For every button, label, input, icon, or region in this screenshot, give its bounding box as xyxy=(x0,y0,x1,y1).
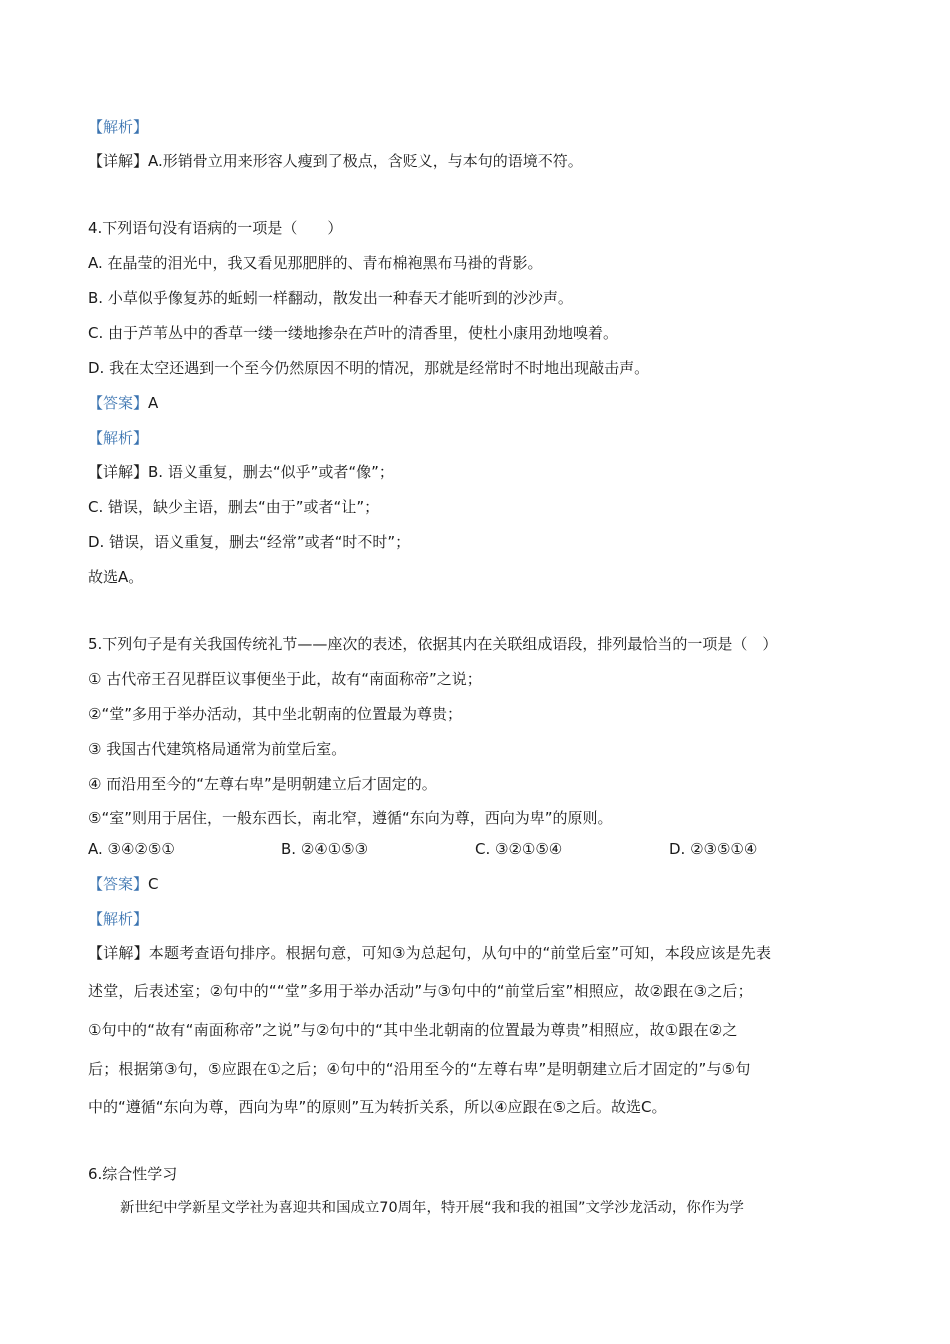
q5-choice-b: B. ②④①⑤③ xyxy=(281,840,369,858)
q4-detail-line-4: 故选A。 xyxy=(88,568,144,586)
q5-detail-line-4: 后；根据第③句，⑤应跟在①之后；④句中的“沿用至今的“左尊右卑”是明朝建立后才固定的”与⑤句 xyxy=(88,1060,751,1078)
q5-sentence-5: ⑤“室”则用于居住，一般东西长，南北窄，遵循“东向为尊，西向为卑”的原则。 xyxy=(88,809,613,827)
q3-analysis-tag: 【解析】 xyxy=(88,118,149,136)
q5-answer-tag: 【答案】 xyxy=(88,875,149,893)
q5-stem: 5.下列句子是有关我国传统礼节——座次的表述，依据其内在关联组成语段，排列最恰当的一项是（ ） xyxy=(88,635,778,653)
q4-option-c: C. 由于芦苇丛中的香草一缕一缕地掺杂在芦叶的清香里，使杜小康用劲地嗅着。 xyxy=(88,324,619,342)
q4-detail-line-2: C. 错误，缺少主语，删去“由于”或者“让”； xyxy=(88,498,380,516)
q5-sentence-3: ③ 我国古代建筑格局通常为前堂后室。 xyxy=(88,740,347,758)
q6-intro: 新世纪中学新星文学社为喜迎共和国成立70周年，特开展“我和我的祖国”文学沙龙活动，你作为学 xyxy=(120,1200,744,1216)
q5-answer-value: C xyxy=(148,875,159,893)
q4-answer-value: A xyxy=(148,394,159,412)
q6-stem: 6.综合性学习 xyxy=(88,1165,178,1183)
q5-sentence-1: ① 古代帝王召见群臣议事便坐于此，故有“南面称帝”之说； xyxy=(88,670,482,688)
q4-option-b: B. 小草似乎像复苏的蚯蚓一样翻动，散发出一种春天才能听到的沙沙声。 xyxy=(88,289,573,307)
q4-option-a: A. 在晶莹的泪光中，我又看见那肥胖的、青布棉袍黑布马褂的背影。 xyxy=(88,254,543,272)
q5-choice-c: C. ③②①⑤④ xyxy=(475,840,563,858)
q5-detail-line-5: 中的“遵循“东向为尊，西向为卑”的原则”互为转折关系，所以④应跟在⑤之后。故选C。 xyxy=(88,1098,667,1116)
q5-detail-line-1: 【详解】本题考查语句排序。根据句意，可知③为总起句，从句中的“前堂后室”可知，本段应该是先表 xyxy=(88,944,772,962)
q4-stem: 4.下列语句没有语病的一项是（ ） xyxy=(88,219,343,237)
q5-choice-d: D. ②③⑤①④ xyxy=(669,840,758,858)
q5-detail-line-2: 述堂，后表述室；②句中的““堂”多用于举办活动”与③句中的“前堂后室”相照应，故②跟在③之后； xyxy=(88,982,753,1000)
q4-detail-line-1: 【详解】B. 语义重复，删去“似乎”或者“像”； xyxy=(88,463,394,481)
q5-choices xyxy=(88,839,878,859)
q4-analysis-tag: 【解析】 xyxy=(88,429,149,447)
q5-choice-a: A. ③④②⑤① xyxy=(88,840,175,858)
q4-option-d: D. 我在太空还遇到一个至今仍然原因不明的情况，那就是经常时不时地出现敲击声。 xyxy=(88,359,650,377)
q4-answer-tag: 【答案】 xyxy=(88,394,149,412)
q5-sentence-4: ④ 而沿用至今的“左尊右卑”是明朝建立后才固定的。 xyxy=(88,775,437,793)
q5-analysis-tag: 【解析】 xyxy=(88,910,149,928)
q3-detail: 【详解】A.形销骨立用来形容人瘦到了极点，含贬义，与本句的语境不符。 xyxy=(88,152,583,170)
q5-detail-line-3: ①句中的“故有“南面称帝”之说”与②句中的“其中坐北朝南的位置最为尊贵”相照应，故①跟在②之 xyxy=(88,1021,738,1039)
q4-detail-line-3: D. 错误，语义重复，删去“经常”或者“时不时”； xyxy=(88,533,411,551)
q5-answer xyxy=(88,874,878,894)
q4-answer xyxy=(88,393,878,413)
q5-sentence-2: ②“堂”多用于举办活动，其中坐北朝南的位置最为尊贵； xyxy=(88,705,462,723)
